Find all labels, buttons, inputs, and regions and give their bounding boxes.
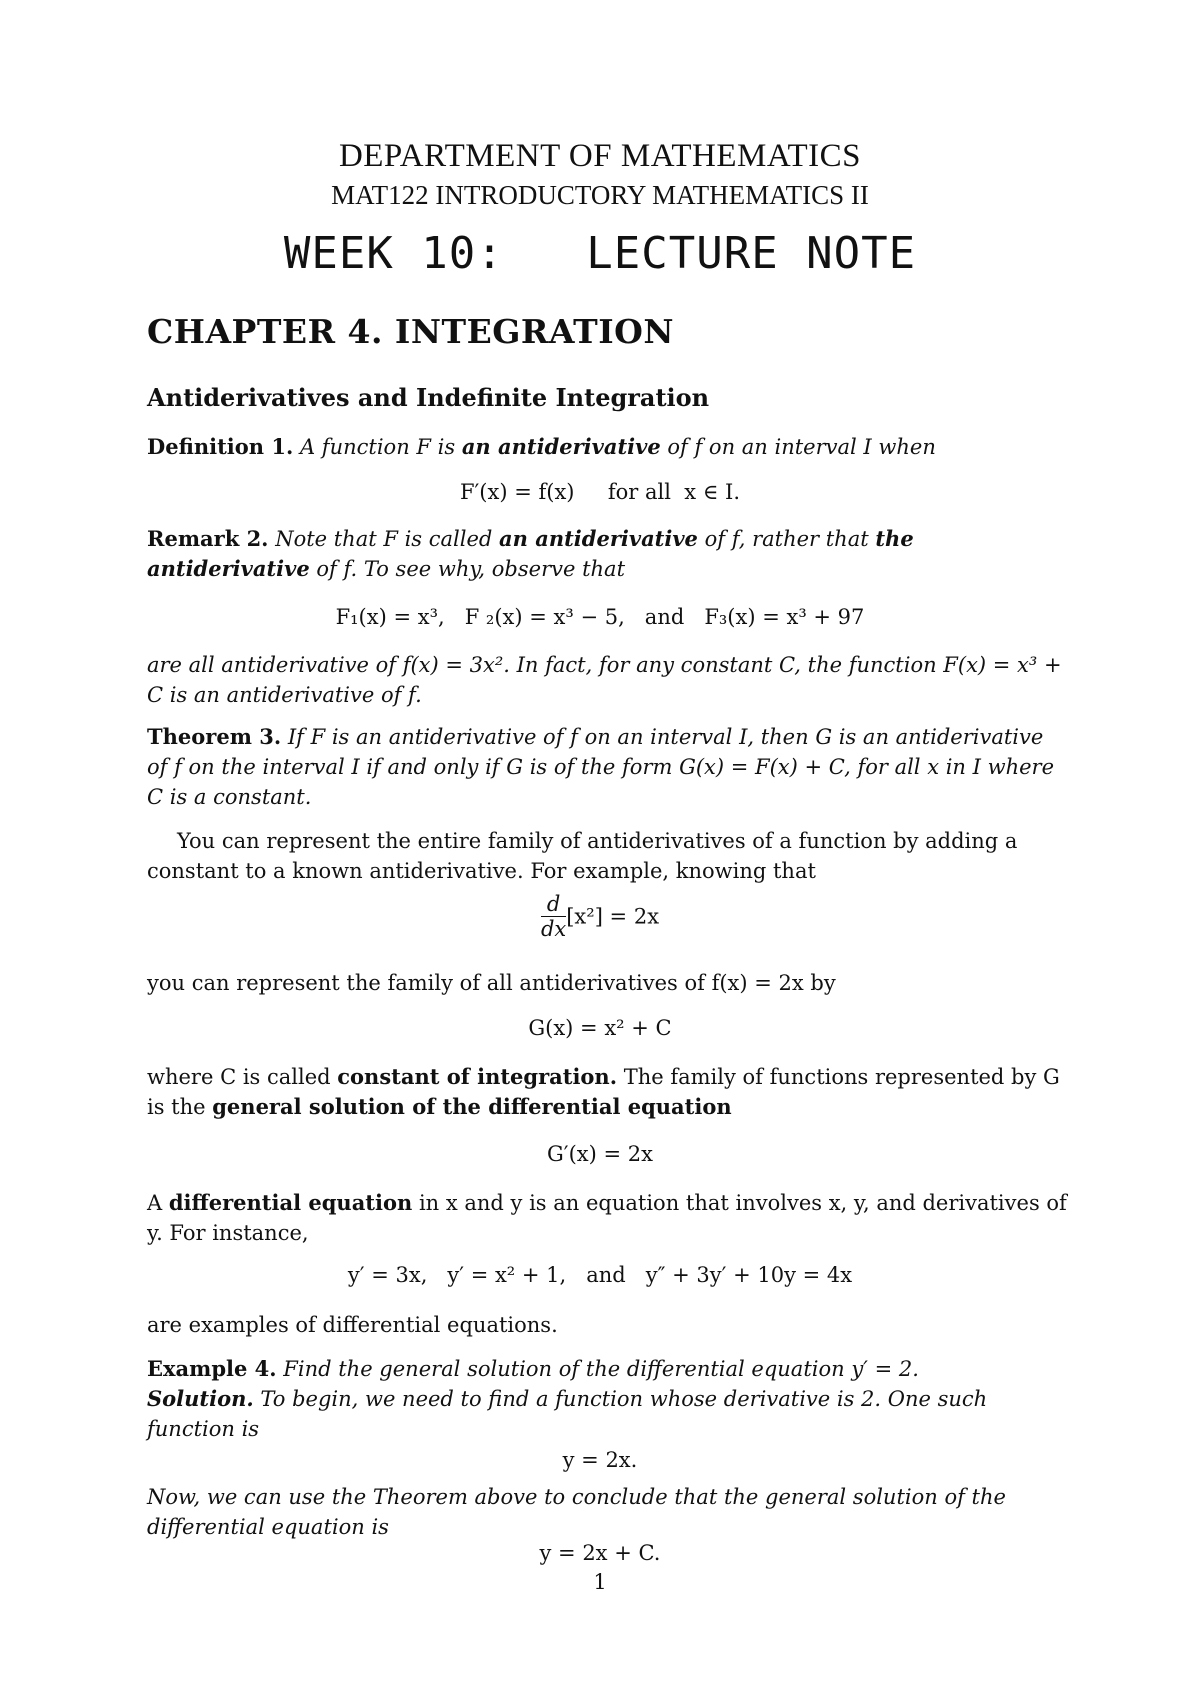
solution-paragraph: [147, 1384, 1067, 1444]
body-paragraph-4: [147, 1188, 1067, 1248]
solution-text: To begin, we need to find a function whose derivative is 2. One such function is: [147, 1387, 988, 1441]
differential-equations-list: y′ = 3x, y′ = x² + 1, and y″ + 3y′ + 10y = 4x: [347, 1263, 853, 1287]
definition-text-b: of f on an interval I when: [667, 435, 936, 459]
remark-term-b: the antiderivative: [147, 526, 914, 581]
remark-equation: F₁(x) = x³, F ₂(x) = x³ − 5, and F₃(x) = x³ + 97: [335, 605, 865, 629]
solution-equation-2: y = 2x + C.: [539, 1541, 661, 1565]
chapter-title: CHAPTER 4. INTEGRATION: [147, 312, 675, 351]
definition-paragraph: [147, 432, 1067, 462]
example-paragraph: [147, 1354, 1067, 1384]
fraction-numerator: d: [541, 892, 566, 917]
theorem-paragraph: [147, 722, 1067, 812]
remark-text-c: of f. To see why, observe that: [316, 557, 626, 581]
definition-text-a: A function F is: [299, 435, 456, 459]
para4-term: differential equation: [168, 1190, 413, 1215]
body-paragraph-3: [147, 1062, 1067, 1122]
derivative-equation: [0, 892, 1200, 941]
solution-label: Solution.: [147, 1386, 254, 1411]
definition-label: Definition 1.: [147, 434, 294, 459]
general-antiderivative-equation: G(x) = x² + C: [528, 1016, 672, 1040]
theorem-text: If F is an antiderivative of f on an interval I, then G is an antiderivative of f on the interval I if and only if G is of the form G(x) = F(x) + C, for all x in I where C is a constant.: [147, 725, 1054, 809]
example-label: Example 4.: [147, 1356, 277, 1381]
remark-label: Remark 2.: [147, 526, 269, 551]
definition-equation: F′(x) = f(x) for all x ∈ I.: [459, 480, 741, 504]
derivative-fraction: [541, 892, 566, 941]
definition-term: an antiderivative: [461, 434, 661, 459]
differential-equation-example: G′(x) = 2x: [547, 1142, 653, 1166]
remark-term-a: an antiderivative: [499, 526, 698, 551]
theorem-label: Theorem 3.: [147, 724, 282, 749]
department-heading: DEPARTMENT OF MATHEMATICS: [338, 138, 862, 174]
page-number: 1: [593, 1570, 607, 1594]
body-paragraph-1: You can represent the entire family of antiderivatives of a function by adding a constant to a known antiderivative. For example, knowing that: [147, 829, 1018, 883]
remark-paragraph: [147, 524, 1067, 584]
para3-text-a: where C is called: [147, 1065, 331, 1089]
week-title: WEEK 10: LECTURE NOTE: [283, 228, 917, 279]
body-paragraph-5: are examples of differential equations.: [147, 1313, 558, 1337]
solution-text-2: Now, we can use the Theorem above to conclude that the general solution of the differential equation is: [147, 1485, 1006, 1539]
section-title: Antiderivatives and Indefinite Integration: [147, 383, 710, 412]
fraction-denominator: dx: [540, 917, 567, 941]
course-heading: MAT122 INTRODUCTORY MATHEMATICS II: [331, 180, 869, 210]
remark-text-b: of f, rather that: [704, 527, 869, 551]
derivative-equation-rest: [x²] = 2x: [566, 904, 660, 929]
example-text: Find the general solution of the differential equation y′ = 2.: [283, 1357, 919, 1381]
body-paragraph-2: you can represent the family of all antiderivatives of f(x) = 2x by: [147, 971, 836, 995]
remark-text-d: are all antiderivative of f(x) = 3x². In fact, for any constant C, the function F(x) = x³ + C is an antiderivative of f.: [147, 653, 1062, 707]
para4-text-b: in x and y is an equation that involves x, y, and derivatives of y. For instance,: [147, 1191, 1067, 1245]
solution-equation-1: y = 2x.: [562, 1448, 638, 1472]
para4-text-a: A: [147, 1191, 163, 1215]
para3-term: constant of integration.: [337, 1064, 618, 1089]
para3-text-b: The family of functions represented by G is the: [147, 1065, 1060, 1119]
para3-term-2: general solution of the differential equation: [212, 1094, 732, 1119]
remark-text-a: Note that F is called: [275, 527, 493, 551]
